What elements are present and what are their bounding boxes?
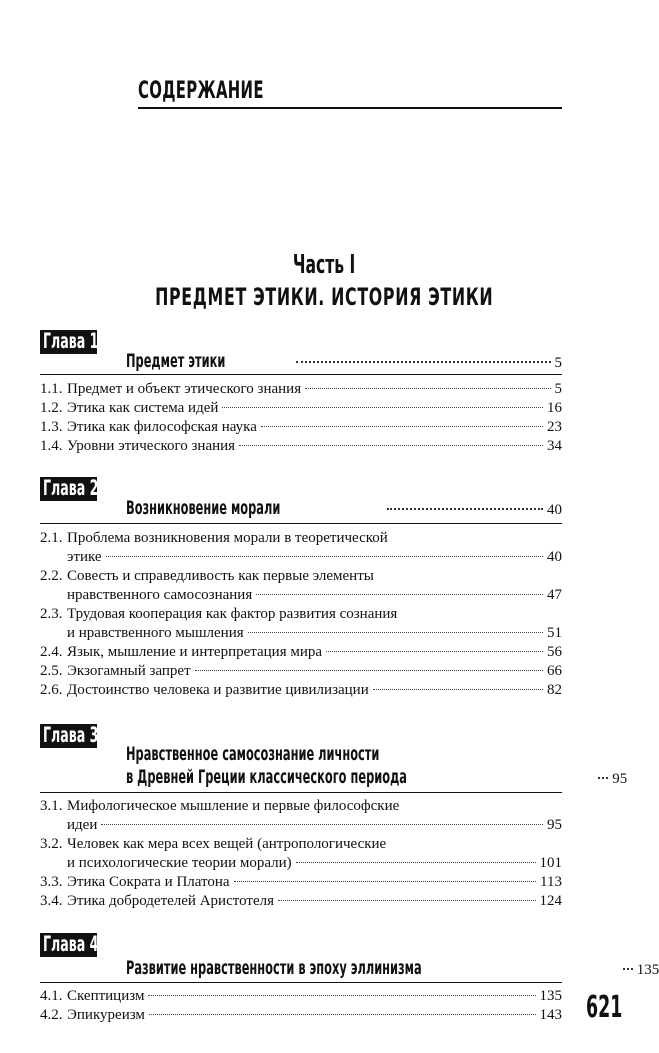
chapter-badge: Глава 1 [40, 330, 97, 354]
toc-entry[interactable]: 4.2. Эпикуреизм 143 [40, 1007, 562, 1023]
chapter-badge: Глава 3 [40, 724, 97, 748]
chapter-title: в Древней Греции классического периода [126, 766, 407, 788]
chapter-page: 95 [612, 771, 628, 787]
toc-entry[interactable]: 1.2. Этика как система идей 16 [40, 400, 562, 416]
chapter-title-line-1[interactable] [126, 743, 562, 765]
toc-entry[interactable]: 1.3. Этика как философская наука 23 [40, 419, 562, 435]
chapter-title: Предмет этики [126, 350, 226, 372]
chapter-rule [40, 792, 562, 793]
dot-leader [387, 508, 543, 510]
toc-entry[interactable]: 3.2. Человек как мера всех вещей (антропологические и психологические теории морали) 101 [40, 836, 562, 871]
dot-leader [598, 777, 608, 779]
chapter-title: Развитие нравственности в эпоху эллинизма [126, 957, 422, 979]
chapter-page: 5 [554, 355, 562, 371]
toc-entry[interactable]: 3.4. Этика добродетелей Аристотеля 124 [40, 893, 562, 909]
header-rule [138, 107, 562, 109]
toc-entry[interactable]: 2.2. Совесть и справедливость как первые элементы нравственного самосознания 47 [40, 568, 562, 603]
toc-entry[interactable]: 3.1. Мифологическое мышление и первые философские идеи 95 [40, 798, 562, 833]
contents-title: СОДЕРЖАНИЕ [138, 76, 264, 104]
chapter-badge: Глава 4 [40, 933, 97, 957]
chapter-page: 40 [547, 502, 562, 518]
toc-entry[interactable]: 2.6. Достоинство человека и развитие цивилизации 82 [40, 682, 562, 698]
toc-entry[interactable]: 2.5. Экзогамный запрет 66 [40, 663, 562, 679]
part-number [0, 250, 648, 280]
contents-header [138, 76, 341, 104]
part-number-text: Часть I [292, 250, 356, 280]
chapter-page: 135 [636, 962, 659, 978]
toc-entry[interactable]: 2.3. Трудовая кооперация как фактор развития сознания и нравственного мышления 51 [40, 606, 562, 641]
part-name-text: ПРЕДМЕТ ЭТИКИ. ИСТОРИЯ ЭТИКИ [154, 283, 494, 311]
chapter-title: Возникновение морали [126, 497, 281, 519]
chapter-rule [40, 374, 562, 375]
chapter-title-row[interactable] [126, 497, 562, 519]
part-name [0, 283, 648, 311]
toc-entry[interactable]: 4.1. Скептицизм 135 [40, 988, 562, 1004]
chapter-rule [40, 982, 562, 983]
page-number: 621 [586, 990, 623, 1025]
chapter-title-row[interactable] [126, 350, 562, 372]
chapter-rule [40, 523, 562, 524]
toc-entry[interactable]: 1.1. Предмет и объект этического знания 5 [40, 381, 562, 397]
toc-entry[interactable]: 3.3. Этика Сократа и Платона 113 [40, 874, 562, 890]
chapter-badge: Глава 2 [40, 477, 97, 501]
dot-leader [623, 968, 633, 970]
toc-entry[interactable]: 2.4. Язык, мышление и интерпретация мира 56 [40, 644, 562, 660]
dot-leader [296, 361, 551, 363]
toc-entry[interactable]: 2.1. Проблема возникновения морали в теоретической этике 40 [40, 530, 562, 565]
chapter-title-row[interactable] [126, 957, 659, 979]
chapter-title-line-2[interactable] [126, 766, 628, 788]
toc-entry[interactable]: 1.4. Уровни этического знания 34 [40, 438, 562, 454]
chapter-title: Нравственное самосознание личности [126, 743, 380, 765]
